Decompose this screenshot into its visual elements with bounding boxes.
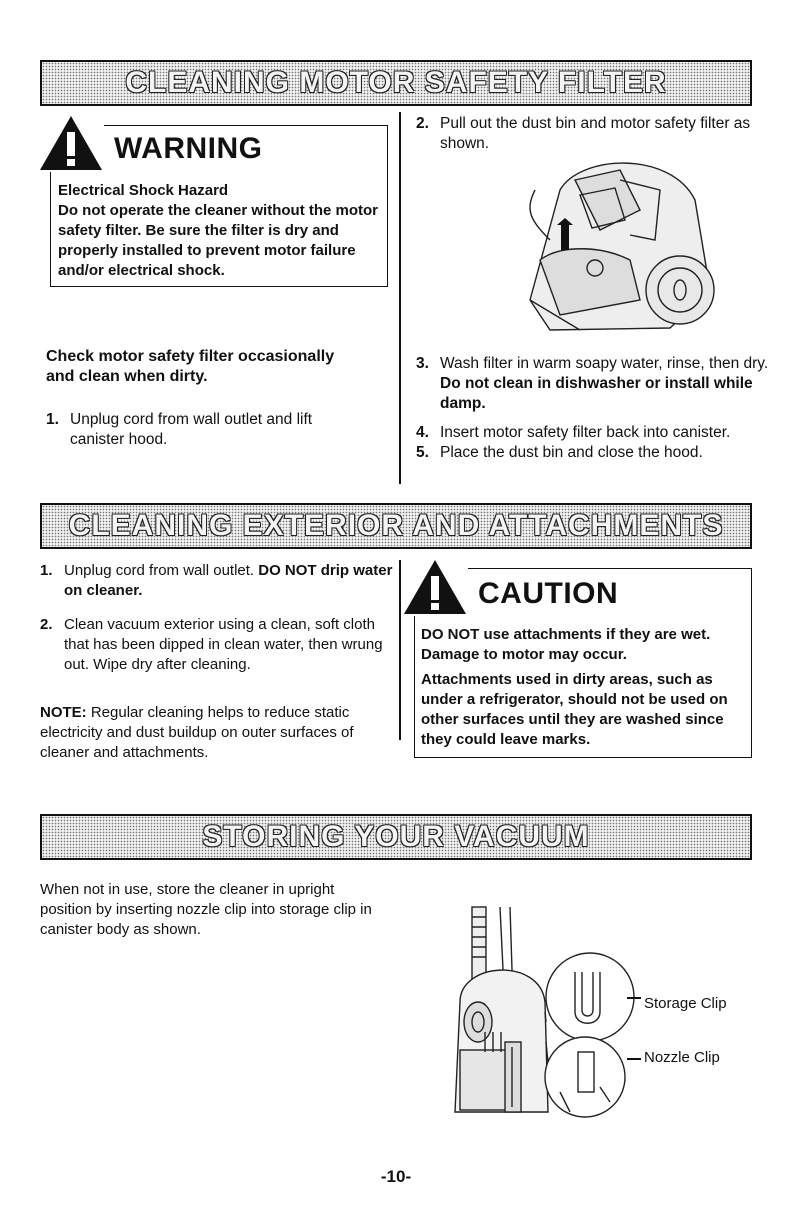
step-1: 1. Unplug cord from wall outlet and lift canister hood.	[46, 411, 313, 448]
step-5: 5. Place the dust bin and close the hood.	[416, 444, 703, 461]
check-note: Check motor safety filter occasionally and clean when dirty.	[46, 348, 335, 385]
caution-triangle-icon	[402, 558, 468, 616]
storing-text: When not in use, store the cleaner in upright position by inserting nozzle clip into storage clip in canister body as shown.	[40, 881, 372, 938]
section-title: CLEANING EXTERIOR AND ATTACHMENTS	[68, 509, 724, 542]
section-title: STORING YOUR VACUUM	[202, 820, 590, 853]
section-banner-storing	[40, 814, 752, 860]
exterior-note: NOTE: Regular cleaning helps to reduce static electricity and dust buildup on outer surfaces of cleaner and attachments.	[40, 704, 354, 761]
caution-heading: CAUTION	[478, 577, 619, 610]
section-banner-exterior	[40, 503, 752, 549]
step-3: 3. Wash filter in warm soapy water, rinse, then dry. Do not clean in dishwasher or install while damp.	[416, 355, 769, 412]
section-banner-filter	[40, 60, 752, 106]
warning-heading: WARNING	[114, 132, 263, 165]
exterior-step-1: 1. Unplug cord from wall outlet. DO NOT drip water on cleaner.	[40, 562, 393, 599]
warning-body: Do not operate the cleaner without the motor safety filter. Be sure the filter is dry and properly installed to prevent motor failure and/or electrical shock.	[58, 202, 379, 279]
caution-p2: Attachments used in dirty areas, such as under a refrigerator, should not be used on other surfaces until they are washed since they could leave marks.	[421, 671, 728, 748]
warning-triangle-icon	[38, 114, 104, 172]
storage-clip-label: Storage Clip	[644, 995, 727, 1012]
nozzle-clip-label: Nozzle Clip	[644, 1049, 720, 1066]
dust-bin-removal-illustration	[520, 150, 720, 340]
column-divider	[399, 560, 401, 740]
section-title: CLEANING MOTOR SAFETY FILTER	[125, 66, 667, 99]
caution-p1: DO NOT use attachments if they are wet. Damage to motor may occur.	[421, 626, 711, 663]
step-2: 2. Pull out the dust bin and motor safety filter as shown.	[416, 115, 751, 152]
nozzle-clip-leader	[627, 1058, 641, 1060]
warning-hazard: Electrical Shock Hazard	[58, 182, 229, 199]
step-4: 4. Insert motor safety filter back into canister.	[416, 424, 731, 441]
column-divider	[399, 112, 401, 484]
storage-clip-leader	[627, 997, 641, 999]
page-number: -10-	[380, 1167, 412, 1186]
exterior-step-2: 2. Clean vacuum exterior using a clean, soft cloth that has been dipped in clean water, then wrung out. Wipe dry after cleaning.	[40, 616, 383, 673]
storage-illustration	[450, 902, 650, 1122]
